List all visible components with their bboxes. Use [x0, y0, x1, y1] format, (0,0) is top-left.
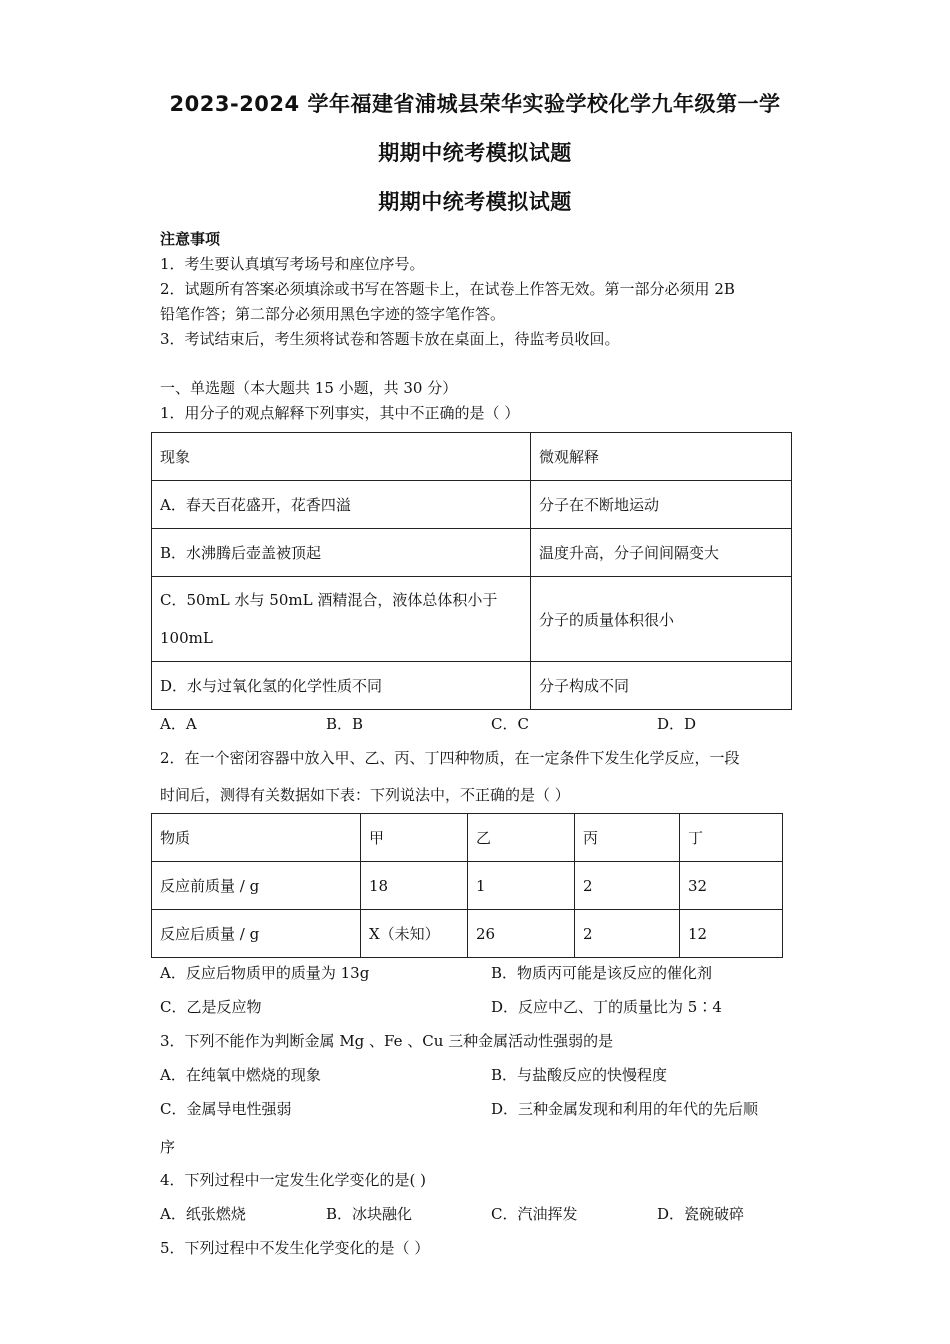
- table-header-cell: 丙: [575, 814, 680, 862]
- table-row: [152, 862, 783, 910]
- q2-option-b: B．物质丙可能是该反应的催化剂: [491, 964, 713, 982]
- exam-title-line2: 期期中统考模拟试题: [378, 141, 572, 165]
- section-1-heading: 一、单选题（本大题共 15 小题，共 30 分）: [160, 379, 458, 397]
- table-header-cell: 乙: [468, 814, 575, 862]
- question-2-stem-line2: 时间后，测得有关数据如下表：下列说法中，不正确的是（ ）: [160, 786, 570, 804]
- q4-option-c: C．汽油挥发: [491, 1205, 578, 1223]
- question-2-stem-line1: 2．在一个密闭容器中放入甲、乙、丙、丁四种物质，在一定条件下发生化学反应，一段: [160, 749, 740, 767]
- q2-option-c: C．乙是反应物: [160, 998, 262, 1016]
- table-cell: [152, 577, 531, 662]
- table-cell: 32: [680, 862, 783, 910]
- exam-title-line1: 2023-2024 学年福建省浦城县荣华实验学校化学九年级第一学: [169, 92, 781, 116]
- table-row: [152, 481, 792, 529]
- q3-option-c: C．金属导电性强弱: [160, 1100, 292, 1118]
- table-header-row: [152, 433, 792, 481]
- notice-item-3: 3．考试结束后，考生须将试卷和答题卡放在桌面上，待监考员收回。: [160, 330, 620, 348]
- table-cell-line: 100mL: [160, 629, 213, 647]
- question-4-stem: 4．下列过程中一定发生化学变化的是( ): [160, 1171, 427, 1189]
- q4-option-b: B．冰块融化: [326, 1205, 413, 1223]
- table-cell: 12: [680, 910, 783, 958]
- table-row: [152, 662, 792, 710]
- table-cell: X（未知）: [361, 910, 468, 958]
- q3-option-d: D．三种金属发现和利用的年代的先后顺: [491, 1100, 759, 1118]
- notice-heading: 注意事项: [160, 230, 221, 248]
- table-cell: 反应后质量 / g: [152, 910, 361, 958]
- table-cell: 分子的质量体积很小: [531, 577, 792, 662]
- table-header-cell: 微观解释: [531, 433, 792, 481]
- q2-option-d: D．反应中乙、丁的质量比为 5∶4: [491, 998, 722, 1016]
- q4-option-a: A．纸张燃烧: [160, 1205, 246, 1223]
- question-1-stem: 1．用分子的观点解释下列事实，其中不正确的是（ ）: [160, 404, 520, 422]
- table-cell: 温度升高，分子间间隔变大: [531, 529, 792, 577]
- notice-item-2a: 2．试题所有答案必须填涂或书写在答题卡上，在试卷上作答无效。第一部分必须用 2B: [160, 280, 735, 298]
- question-5-stem: 5．下列过程中不发生化学变化的是（ ）: [160, 1239, 430, 1257]
- table-row: [152, 910, 783, 958]
- question-3-stem: 3．下列不能作为判断金属 Mg 、Fe 、Cu 三种金属活动性强弱的是: [160, 1032, 614, 1050]
- table-cell: 2: [575, 862, 680, 910]
- q4-option-d: D．瓷碗破碎: [657, 1205, 745, 1223]
- q1-option-b: B．B: [326, 715, 364, 733]
- q1-option-c: C．C: [491, 715, 529, 733]
- table-cell: 2: [575, 910, 680, 958]
- q3-option-b: B．与盐酸反应的快慢程度: [491, 1066, 668, 1084]
- table-header-row: [152, 814, 783, 862]
- table-cell: 反应前质量 / g: [152, 862, 361, 910]
- question-2-table: [151, 813, 783, 958]
- q2-option-a: A．反应后物质甲的质量为 13g: [160, 964, 370, 982]
- question-1-table: [151, 432, 792, 710]
- table-cell: 18: [361, 862, 468, 910]
- notice-item-2b: 铅笔作答；第二部分必须用黑色字迹的签字笔作答。: [160, 305, 506, 323]
- table-header-cell: 甲: [361, 814, 468, 862]
- q3-option-d-continuation: 序: [160, 1138, 176, 1156]
- table-cell: B．水沸腾后壶盖被顶起: [152, 529, 531, 577]
- q3-option-a: A．在纯氧中燃烧的现象: [160, 1066, 321, 1084]
- q1-option-d: D．D: [657, 715, 697, 733]
- q1-option-a: A．A: [160, 715, 197, 733]
- table-cell-line: C．50mL 水与 50mL 酒精混合，液体总体积小于: [160, 591, 498, 609]
- table-cell: D．水与过氧化氢的化学性质不同: [152, 662, 531, 710]
- table-cell: 分子构成不同: [531, 662, 792, 710]
- table-header-cell: 丁: [680, 814, 783, 862]
- table-row: [152, 529, 792, 577]
- table-header-cell: 现象: [152, 433, 531, 481]
- table-cell: 26: [468, 910, 575, 958]
- table-header-cell: 物质: [152, 814, 361, 862]
- table-cell: 分子在不断地运动: [531, 481, 792, 529]
- table-row: [152, 577, 792, 662]
- exam-title-line3: 期期中统考模拟试题: [378, 190, 572, 214]
- table-cell: A．春天百花盛开，花香四溢: [152, 481, 531, 529]
- notice-item-1: 1．考生要认真填写考场号和座位序号。: [160, 255, 425, 273]
- table-cell: 1: [468, 862, 575, 910]
